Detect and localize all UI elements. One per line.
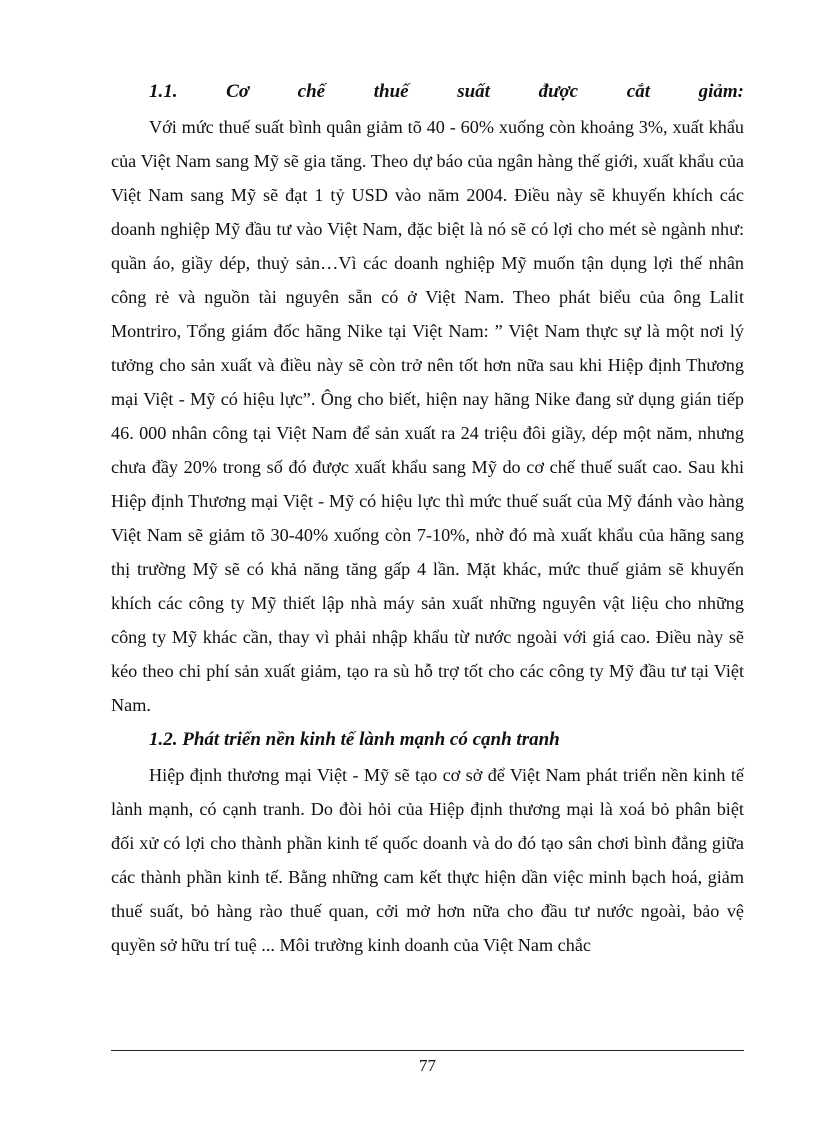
section-1-1-heading: 1.1. Cơ chế thuế suất được cắt giảm:	[149, 81, 744, 102]
section-1-2-paragraph: Hiệp định thương mại Việt - Mỹ sẽ tạo cơ sở để Việt Nam phát triển nền kinh tế lành mạnh, có cạnh tranh. Do đòi hỏi của Hiệp định thương mại là xoá bỏ phân biệt đối xử có lợi cho thành phần kinh tế quốc doanh và do đó tạo sân chơi bình đẳng giữa các thành phần kinh tế. Bằng những cam kết thực hiện dần việc minh bạch hoá, giảm thuế suất, bỏ hàng rào thuế quan, cởi mở hơn nữa cho đầu tư nước ngoài, bảo vệ quyền sở hữu trí tuệ ... Môi trường kinh doanh của Việt Nam chắc	[111, 765, 744, 955]
section-1-2-heading: 1.2. Phát triển nền kinh tế lành mạnh có cạnh tranh	[149, 729, 560, 750]
section-1-1-paragraph: Với mức thuế suất bình quân giảm tõ 40 - 60% xuống còn khoảng 3%, xuất khẩu của Việt Nam sang Mỹ sẽ gia tăng. Theo dự báo của ngân hàng thế giới, xuất khẩu của Việt Nam sang Mỹ sẽ đạt 1 tỷ USD vào năm 2004. Điều này sẽ khuyến khích các doanh nghiệp Mỹ đầu tư vào Việt Nam, đặc biệt là nó sẽ có lợi cho mét sè ngành như: quần áo, giầy dép, thuỷ sản…Vì các doanh nghiệp Mỹ muốn tận dụng lợi thế nhân công rẻ và nguồn tài nguyên sẵn có ở Việt Nam. Theo phát biểu của ông Lalit Montriro, Tổng giám đốc hãng Nike tại Việt Nam: ” Việt Nam thực sự là một nơi lý tưởng cho sản xuất và điều này sẽ còn trở nên tốt hơn nữa sau khi Hiệp định Thương mại Việt - Mỹ có hiệu lực”. Ông cho biết, hiện nay hãng Nike đang sử dụng gián tiếp 46. 000 nhân công tại Việt Nam để sản xuất ra 24 triệu đôi giầy, dép một năm, nhưng chưa đầy 20% trong số đó được xuất khẩu sang Mỹ do cơ chế thuế suất cao. Sau khi Hiệp định Thương mại Việt - Mỹ có hiệu lực thì mức thuế suất của Mỹ đánh vào hàng Việt Nam sẽ giảm tõ 30-40% xuống còn 7-10%, nhờ đó mà xuất khẩu của hãng sang thị trường Mỹ sẽ có khả năng tăng gấp 4 lần. Mặt khác, mức thuế giảm sẽ khuyến khích các công ty Mỹ thiết lập nhà máy sản xuất những nguyên vật liệu cho những công ty Mỹ khác cần, thay vì phải nhập khẩu từ nước ngoài với giá cao. Điều này sẽ kéo theo chi phí sản xuất giảm, tạo ra sù hỗ trợ tốt cho các công ty Mỹ đầu tư tại Việt Nam.	[111, 117, 744, 715]
page-number: 77	[419, 1056, 436, 1075]
footer-divider	[111, 1050, 744, 1051]
document-page	[111, 74, 744, 962]
